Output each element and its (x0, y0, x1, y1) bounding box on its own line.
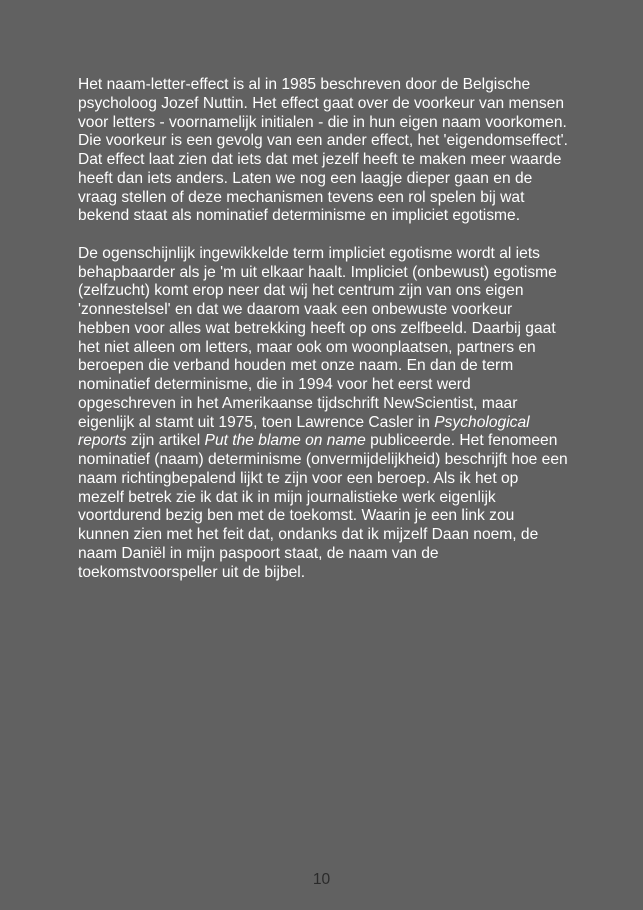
paragraph-text: publiceerde. Het fenomeen nominatief (naam) determinisme (onvermijdelijkheid) beschrijft hoe een naam richtingbepalend lijkt te zijn voor een beroep. Als ik het op mezelf betrek zie ik dat ik in mijn journalistieke werk eigenlijk voortdurend bezig ben met de toekomst. Waarin je een link zou kunnen zien met het feit dat, ondanks dat ik mijzelf Daan noem, de naam Daniël in mijn paspoort staat, de naam van de toekomstvoorspeller uit de bijbel. (78, 432, 568, 581)
page-body (78, 76, 568, 582)
paragraph-text: zijn artikel (126, 432, 205, 450)
paragraph-text: Het naam-letter-effect is al in 1985 beschreven door de Belgische psycholoog Jozef Nuttin. Het effect gaat over de voorkeur van mensen voor letters - voornamelijk initialen - die in hun eigen naam voorkomen. Die voorkeur is een gevolg van een ander effect, het 'eigendomseffect'. Dat effect laat zien dat iets dat met jezelf heeft te maken meer waarde heeft dan iets anders. Laten we nog een laagje dieper gaan en de vraag stellen of deze mechanismen tevens een rol spelen bij wat bekend staat als nominatief determinisme en impliciet egotisme. (78, 76, 568, 225)
paragraph-egotism (78, 245, 568, 583)
paragraph-text: De ogenschijnlijk ingewikkelde term impliciet egotisme wordt al iets behapbaarder als je 'm uit elkaar haalt. Impliciet (onbewust) egotisme (zelfzucht) komt erop neer dat wij het centrum zijn van ons eigen 'zonnestelsel' en dat we daarom vaak een onbewuste voorkeur hebben voor alles wat betrekking heeft op ons zelfbeeld. Daarbij gaat het niet alleen om letters, maar ook om woonplaatsen, partners en beroepen die verband houden met onze naam. En dan de term nominatief determinisme, die in 1994 voor het eerst werd opgeschreven in het Amerikaanse tijdschrift NewScientist, maar eigenlijk al stamt uit 1975, toen Lawrence Casler in (78, 244, 557, 431)
paragraph-intro (78, 76, 568, 226)
journal-title: Psychological reports (78, 413, 530, 450)
article-title: Put the blame on name (204, 432, 366, 450)
page-number: 10 (312, 871, 331, 888)
